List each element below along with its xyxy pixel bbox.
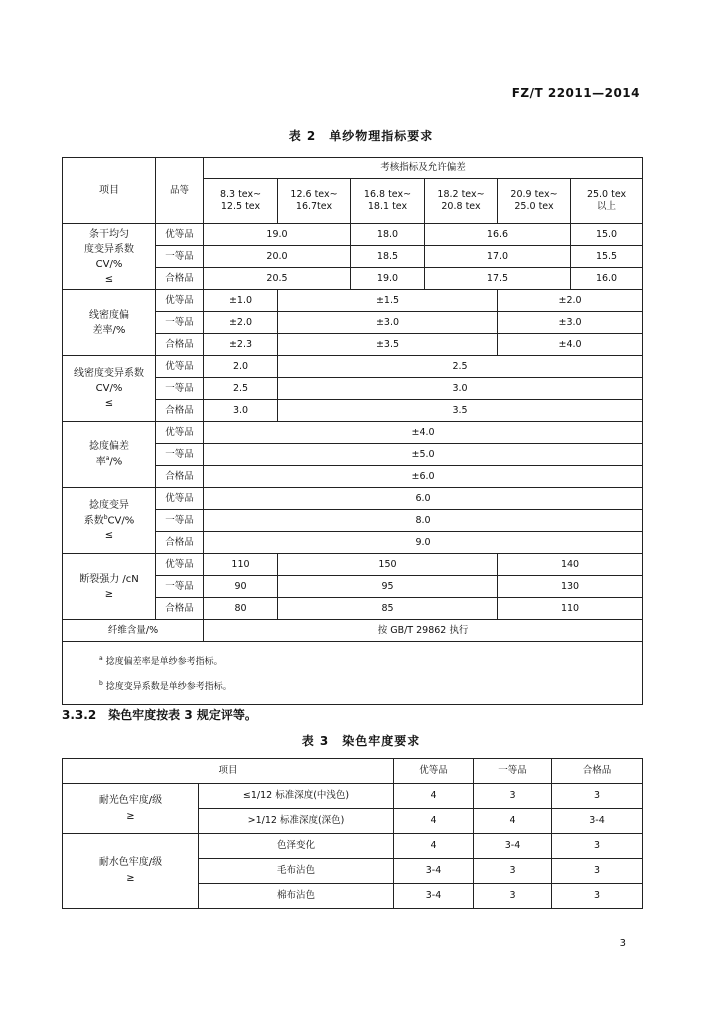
col-grade-header: 品等: [156, 158, 204, 224]
table-cell: ±3.0: [498, 312, 643, 334]
grade-label: 一等品: [156, 246, 204, 268]
table-cell: 3-4: [394, 884, 474, 909]
table-cell: ±2.3: [204, 334, 278, 356]
table-cell: ±2.0: [204, 312, 278, 334]
table-cell: 17.0: [425, 246, 571, 268]
table-cell: ±5.0: [204, 444, 643, 466]
table-cell: 17.5: [425, 268, 571, 290]
table-cell: 19.0: [351, 268, 425, 290]
table-cell: 20.0: [204, 246, 351, 268]
table-cell: 16.6: [425, 224, 571, 246]
table-cell: 3: [552, 859, 643, 884]
table-cell: 3-4: [552, 809, 643, 834]
table-cell: 140: [498, 554, 643, 576]
group-header: 考核指标及允许偏差: [204, 158, 643, 179]
standard-number: FZ/T 22011—2014: [511, 86, 640, 100]
table-cell: ±4.0: [498, 334, 643, 356]
table-cell: ±1.0: [204, 290, 278, 312]
grade-label: 优等品: [156, 554, 204, 576]
table2: [62, 157, 643, 705]
row-label-fiber-content: 纤维含量/%: [63, 620, 204, 642]
row-label-density-cv: 线密度变异系数 CV/% ≤: [63, 356, 156, 422]
grade-label: 优等品: [156, 290, 204, 312]
col-header-first: 一等品: [474, 759, 552, 784]
table-cell: 3.0: [278, 378, 643, 400]
sub-item: 色泽变化: [199, 834, 394, 859]
table-cell: 2.0: [204, 356, 278, 378]
row-label-light-fastness: 耐光色牢度/级 ≥: [63, 784, 199, 834]
col-header-premium: 优等品: [394, 759, 474, 784]
table-cell: 3-4: [394, 859, 474, 884]
row-label-breaking-strength: 断裂强力 /cN ≥: [63, 554, 156, 620]
table-cell: 6.0: [204, 488, 643, 510]
table-cell: ±1.5: [278, 290, 498, 312]
grade-label: 一等品: [156, 510, 204, 532]
table-cell: 15.5: [571, 246, 643, 268]
table-cell: 3: [552, 784, 643, 809]
table-cell: 16.0: [571, 268, 643, 290]
table-cell: 18.0: [351, 224, 425, 246]
table-cell: 3-4: [474, 834, 552, 859]
page-number: 3: [619, 938, 626, 949]
table-cell: 2.5: [204, 378, 278, 400]
sub-item: ≤1/12 标准深度(中浅色): [199, 784, 394, 809]
row-label-twist-deviation: 捻度偏差 率$^a$/%: [63, 422, 156, 488]
density-range-header: 12.6 tex~ 16.7tex: [278, 179, 351, 224]
table-cell: 按 GB/T 29862 执行: [204, 620, 643, 642]
table-cell: 3: [474, 884, 552, 909]
density-range-header: 8.3 tex~ 12.5 tex: [204, 179, 278, 224]
row-label-water-fastness: 耐水色牢度/级 ≥: [63, 834, 199, 909]
row-label-density-deviation: 线密度偏 差率/%: [63, 290, 156, 356]
grade-label: 优等品: [156, 356, 204, 378]
row-label-twist-cv: 捻度变异 系数$^b$CV/% ≤: [63, 488, 156, 554]
density-range-header: 18.2 tex~ 20.8 tex: [425, 179, 498, 224]
table-notes: [63, 642, 643, 705]
table-cell: 110: [498, 598, 643, 620]
table-cell: 95: [278, 576, 498, 598]
table-cell: 18.5: [351, 246, 425, 268]
table-cell: ±6.0: [204, 466, 643, 488]
density-range-header: 20.9 tex~ 25.0 tex: [498, 179, 571, 224]
col-item-header: 项目: [63, 759, 394, 784]
table-cell: ±3.5: [278, 334, 498, 356]
sub-item: >1/12 标准深度(深色): [199, 809, 394, 834]
sub-item: 毛布沾色: [199, 859, 394, 884]
grade-label: 合格品: [156, 466, 204, 488]
table3-caption: 表 3 染色牢度要求: [301, 734, 421, 748]
grade-label: 一等品: [156, 576, 204, 598]
clause-3-3-2: 3.3.2 染色牢度按表 3 规定评等。: [62, 708, 257, 722]
grade-label: 一等品: [156, 378, 204, 400]
table-cell: 2.5: [278, 356, 643, 378]
sub-item: 棉布沾色: [199, 884, 394, 909]
table-cell: 15.0: [571, 224, 643, 246]
table-cell: 3.5: [278, 400, 643, 422]
grade-label: 合格品: [156, 598, 204, 620]
table-cell: 3.0: [204, 400, 278, 422]
table-cell: 4: [394, 834, 474, 859]
density-range-header: 16.8 tex~ 18.1 tex: [351, 179, 425, 224]
table-cell: 3: [474, 784, 552, 809]
table-cell: 9.0: [204, 532, 643, 554]
table2-caption: 表 2 单纱物理指标要求: [288, 129, 434, 143]
grade-label: 优等品: [156, 224, 204, 246]
table-cell: 8.0: [204, 510, 643, 532]
grade-label: 优等品: [156, 422, 204, 444]
table-cell: 3: [552, 834, 643, 859]
row-label-evenness: 条干均匀 度变异系数 CV/% ≤: [63, 224, 156, 290]
grade-label: 一等品: [156, 312, 204, 334]
table-cell: 80: [204, 598, 278, 620]
density-range-header: 25.0 tex 以上: [571, 179, 643, 224]
table-cell: ±2.0: [498, 290, 643, 312]
table-cell: 150: [278, 554, 498, 576]
table-cell: 3: [474, 859, 552, 884]
col-header-qualified: 合格品: [552, 759, 643, 784]
grade-label: 合格品: [156, 334, 204, 356]
table-cell: 20.5: [204, 268, 351, 290]
table-cell: 90: [204, 576, 278, 598]
note-b: $^b$ 捻度变异系数是单纱参考指标。: [99, 680, 232, 692]
note-a: $^a$ 捻度偏差率是单纱参考指标。: [99, 655, 223, 667]
grade-label: 合格品: [156, 268, 204, 290]
grade-label: 合格品: [156, 532, 204, 554]
col-item-header: 项目: [63, 158, 156, 224]
table-cell: 130: [498, 576, 643, 598]
grade-label: 一等品: [156, 444, 204, 466]
table-cell: 4: [474, 809, 552, 834]
table-cell: 19.0: [204, 224, 351, 246]
table-cell: 110: [204, 554, 278, 576]
grade-label: 合格品: [156, 400, 204, 422]
table-cell: 85: [278, 598, 498, 620]
table-cell: ±4.0: [204, 422, 643, 444]
table-cell: 3: [552, 884, 643, 909]
table3: [62, 758, 643, 909]
table-cell: 4: [394, 809, 474, 834]
table-cell: ±3.0: [278, 312, 498, 334]
table-cell: 4: [394, 784, 474, 809]
grade-label: 优等品: [156, 488, 204, 510]
